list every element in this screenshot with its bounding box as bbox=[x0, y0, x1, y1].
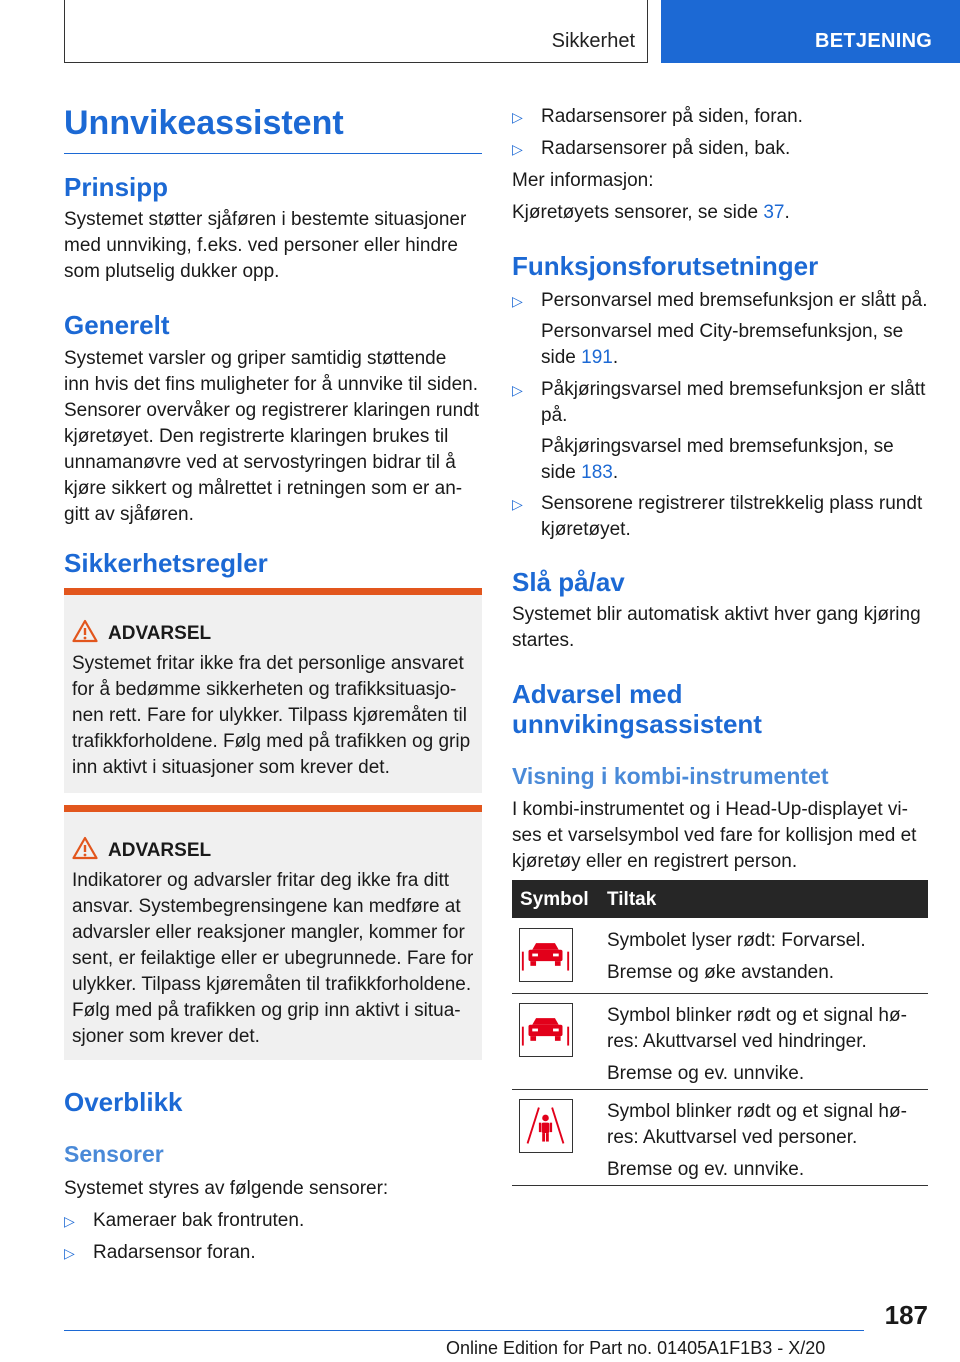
person-warning-icon bbox=[519, 1099, 573, 1153]
text-line: som plutselig dukker opp. bbox=[64, 261, 280, 282]
text-line: Systemet blir automatisk aktivt hver gang kjøring bbox=[512, 604, 921, 625]
heading-advarsel-med: Advarsel med unnvikingsassistent bbox=[512, 679, 762, 739]
prinsipp-text bbox=[64, 207, 466, 285]
page-link[interactable]: 37 bbox=[763, 202, 785, 223]
text-line: Bremse og ev. unnvike. bbox=[607, 1159, 805, 1180]
text-line: ansvar. Systembegrensingene kan medføre at bbox=[72, 896, 461, 917]
heading-sikkerhetsregler: Sikkerhetsregler bbox=[64, 548, 268, 578]
text-line: med unnviking, f.eks. ved personer eller hindre bbox=[64, 235, 458, 256]
text-line: Symbol blinker rødt og et signal hø- bbox=[607, 1005, 907, 1026]
text-line: Sensorer overvåker og registrerer klaringen rundt bbox=[64, 400, 480, 421]
warning-label: ADVARSEL bbox=[108, 623, 212, 644]
text-line: Symbol blinker rødt og et signal hø- bbox=[607, 1101, 907, 1122]
text-line: Personvarsel med City-bremsefunksjon, se bbox=[541, 321, 904, 342]
sensor-reference: Kjøretøyets sensorer, se side 37. bbox=[512, 202, 790, 223]
page-title: Unnvikeassistent bbox=[64, 104, 482, 154]
page-number: 187 bbox=[884, 1300, 928, 1330]
tiltak-cell bbox=[607, 928, 927, 986]
heading-generelt: Generelt bbox=[64, 310, 170, 340]
more-info-label: Mer informasjon: bbox=[512, 170, 654, 191]
text-line: gitt av sjåføren. bbox=[64, 504, 194, 525]
text-line: inn hvis det fins muligheter for å unnvike til siden. bbox=[64, 374, 478, 395]
text-line: I kombi-instrumentet og i Head-Up-displayet vi- bbox=[512, 799, 908, 820]
warning-box-1 bbox=[64, 588, 482, 793]
bullet-triangle-icon: ▷ bbox=[512, 141, 523, 157]
column-header-symbol: Symbol bbox=[520, 889, 589, 910]
text-line: sjoner som krever det. bbox=[72, 1026, 260, 1047]
footer-divider bbox=[64, 1330, 864, 1331]
car-warning-icon bbox=[519, 928, 573, 982]
heading-visning: Visning i kombi-instrumentet bbox=[512, 763, 829, 789]
heading-sensorer: Sensorer bbox=[64, 1141, 164, 1167]
text-line: kjøretøy eller en registrert person. bbox=[512, 851, 798, 872]
text-line: sent, er feilaktige eller er ubegrunnede. Fare for bbox=[72, 948, 474, 969]
text-line: Systemet varsler og griper samtidig støttende bbox=[64, 348, 447, 369]
bullet-triangle-icon: ▷ bbox=[512, 293, 523, 309]
bullet-triangle-icon: ▷ bbox=[512, 496, 523, 512]
header-section-box bbox=[64, 0, 648, 63]
table-row bbox=[512, 993, 928, 1090]
bullet-triangle-icon: ▷ bbox=[512, 382, 523, 398]
warning-text bbox=[72, 868, 476, 1050]
bullet-triangle-icon: ▷ bbox=[64, 1245, 75, 1261]
text-line: trafikkforholdene. Følg med på trafikken og grip bbox=[72, 731, 471, 752]
text-line: på. bbox=[541, 405, 568, 426]
header-section: Sikkerhet bbox=[551, 30, 635, 52]
warning-text bbox=[72, 651, 476, 781]
warning-box-2 bbox=[64, 805, 482, 1060]
warning-header bbox=[72, 836, 211, 862]
heading-prinsipp: Prinsipp bbox=[64, 172, 169, 202]
header-chapter-box[interactable] bbox=[661, 0, 960, 63]
generelt-text bbox=[64, 346, 482, 528]
text-line: for å bedømme sikkerheten og trafikksituasjo- bbox=[72, 679, 457, 700]
heading-funksjonsforutsetninger: Funksjonsforutsetninger bbox=[512, 251, 819, 281]
text-line: Symbolet lyser rødt: Forvarsel. bbox=[607, 930, 866, 951]
page-link[interactable]: 183 bbox=[581, 462, 613, 483]
header-chapter[interactable]: BETJENING bbox=[815, 30, 933, 52]
text-line: startes. bbox=[512, 630, 575, 651]
table-row bbox=[512, 918, 928, 994]
text-line: Bremse og ev. unnvike. bbox=[607, 1063, 805, 1084]
table-row bbox=[512, 1089, 928, 1186]
visning-text bbox=[512, 797, 916, 875]
warning-triangle-icon bbox=[72, 619, 98, 643]
text-line: Følg med på trafikken og grip inn aktivt i situa- bbox=[72, 1000, 461, 1021]
column-header-tiltak: Tiltak bbox=[607, 889, 657, 910]
table-header bbox=[512, 880, 928, 918]
text-line: ulykker. Tilpass kjøremåten til trafikkforholdene. bbox=[72, 974, 472, 995]
tiltak-cell bbox=[607, 1003, 927, 1087]
text-line: nen rett. Fare for ulykker. Tilpass kjøremåten til bbox=[72, 705, 467, 726]
text-line: res: Akuttvarsel ved hindringer. bbox=[607, 1031, 867, 1052]
text-line: ses et varselsymbol ved fare for kollisjon med et bbox=[512, 825, 917, 846]
sensorer-intro: Systemet styres av følgende sensorer: bbox=[64, 1178, 389, 1199]
text-line: Indikatorer og advarsler fritar deg ikke fra ditt bbox=[72, 870, 450, 891]
text-line: kjøretøyet. Den registrerte klaringen brukes til bbox=[64, 426, 449, 447]
text-line: Systemet støtter sjåføren i bestemte situasjoner bbox=[64, 209, 467, 230]
warning-label: ADVARSEL bbox=[108, 840, 212, 861]
text-line: Bremse og øke avstanden. bbox=[607, 962, 835, 983]
bullet-triangle-icon: ▷ bbox=[512, 109, 523, 125]
heading-slaa-paa-av: Slå på/av bbox=[512, 567, 625, 597]
warning-header bbox=[72, 619, 211, 645]
bullet-triangle-icon: ▷ bbox=[64, 1213, 75, 1229]
footer-text: Online Edition for Part no. 01405A1F1B3 - X/20 bbox=[446, 1338, 826, 1358]
text-line: advarsler eller reaksjoner mangler, kommer for bbox=[72, 922, 465, 943]
text-line: unnamanøvre ved at servostyringen bidrar til å bbox=[64, 452, 456, 473]
text-line: Påkjøringsvarsel med bremsefunksjon, se bbox=[541, 436, 894, 457]
text-line: inn aktivt i situasjoner som krever det. bbox=[72, 757, 390, 778]
text-line: kjøretøyet. bbox=[541, 519, 631, 540]
warning-triangle-icon bbox=[72, 836, 98, 860]
car-warning-icon bbox=[519, 1003, 573, 1057]
text-line: Systemet fritar ikke fra det personlige ansvaret bbox=[72, 653, 464, 674]
text-line: res: Akuttvarsel ved personer. bbox=[607, 1127, 858, 1148]
page-link[interactable]: 191 bbox=[581, 347, 613, 368]
text-line: kjøre sikkert og målrettet i retningen som er an- bbox=[64, 478, 463, 499]
text-line: side 191. bbox=[541, 347, 619, 368]
tiltak-cell bbox=[607, 1099, 927, 1183]
slaa-text bbox=[512, 602, 921, 654]
text-line: side 183. bbox=[541, 462, 619, 483]
heading-overblikk: Overblikk bbox=[64, 1087, 183, 1117]
